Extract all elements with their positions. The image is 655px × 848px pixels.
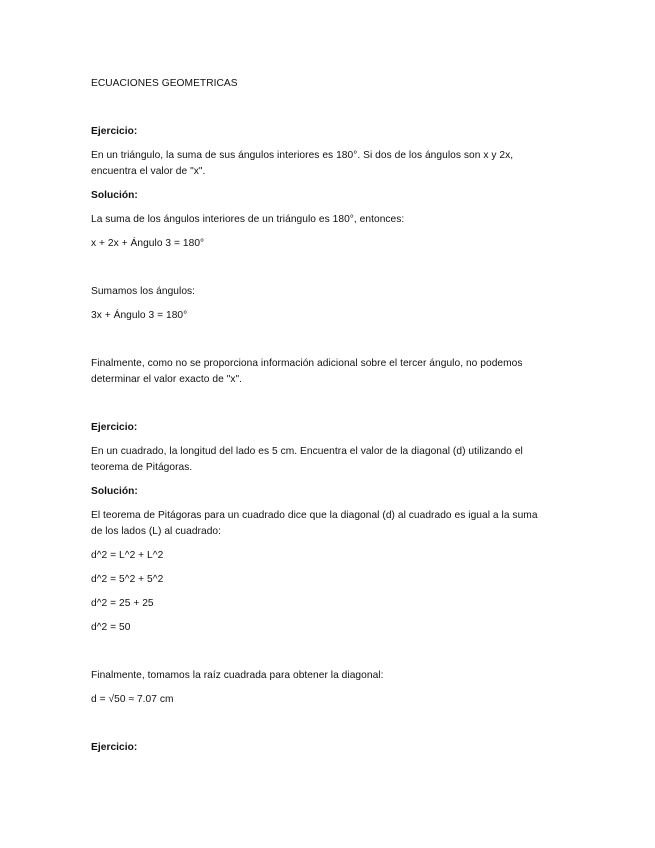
exercise-2-equation-2: d^2 = 5^2 + 5^2 bbox=[91, 574, 164, 585]
exercise-1-step-2: Sumamos los ángulos: bbox=[91, 286, 196, 297]
exercise-1-equation-1: x + 2x + Ángulo 3 = 180° bbox=[91, 238, 205, 249]
exercise-1-conclusion-line-2: determinar el valor exacto de "x". bbox=[91, 374, 243, 385]
exercise-1-statement-line-1: En un triángulo, la suma de sus ángulos interiores es 180°. Si dos de los ángulos son x y 2x, bbox=[91, 150, 514, 161]
exercise-1-statement-line-2: encuentra el valor de "x". bbox=[91, 166, 206, 177]
exercise-1-conclusion-line-1: Finalmente, como no se proporciona información adicional sobre el tercer ángulo, no podemos bbox=[91, 358, 523, 369]
exercise-2-step-1-line-2: de los lados (L) al cuadrado: bbox=[91, 526, 222, 537]
exercise-2-solution-heading: Solución: bbox=[91, 486, 138, 497]
exercise-2-step-2: Finalmente, tomamos la raíz cuadrada para obtener la diagonal: bbox=[91, 670, 384, 681]
exercise-2-equation-4: d^2 = 50 bbox=[91, 622, 131, 633]
exercise-1-equation-2: 3x + Ángulo 3 = 180° bbox=[91, 310, 188, 321]
exercise-2-equation-1: d^2 = L^2 + L^2 bbox=[91, 550, 164, 561]
exercise-1-step-1: La suma de los ángulos interiores de un triángulo es 180°, entonces: bbox=[91, 214, 405, 225]
document-title: ECUACIONES GEOMETRICAS bbox=[91, 78, 238, 89]
exercise-2-heading: Ejercicio: bbox=[91, 422, 138, 433]
exercise-2-statement-line-1: En un cuadrado, la longitud del lado es 5 cm. Encuentra el valor de la diagonal (d) utilizando el bbox=[91, 446, 523, 457]
exercise-1-heading: Ejercicio: bbox=[91, 126, 138, 137]
exercise-1-solution-heading: Solución: bbox=[91, 190, 138, 201]
exercise-2-statement-line-2: teorema de Pitágoras. bbox=[91, 462, 193, 473]
exercise-3-heading: Ejercicio: bbox=[91, 742, 138, 753]
exercise-2-result: d = √50 ≈ 7.07 cm bbox=[91, 694, 174, 705]
exercise-2-step-1-line-1: El teorema de Pitágoras para un cuadrado dice que la diagonal (d) al cuadrado es igual a la suma bbox=[91, 510, 538, 521]
exercise-2-equation-3: d^2 = 25 + 25 bbox=[91, 598, 154, 609]
